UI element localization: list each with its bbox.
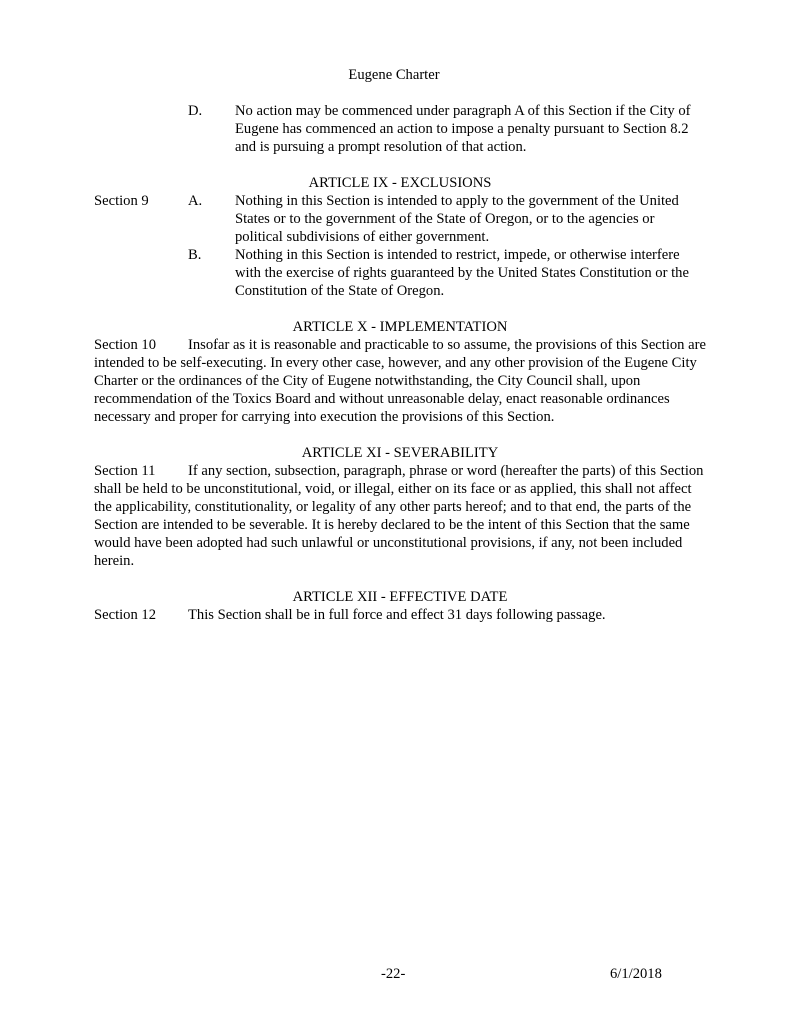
section-12-paragraph <box>94 606 706 624</box>
document-body <box>94 102 706 624</box>
section9-item-b <box>188 246 706 300</box>
item-letter: B. <box>188 247 202 263</box>
section-11-paragraph <box>94 462 706 570</box>
article-11-title: ARTICLE XI - SEVERABILITY <box>301 445 499 461</box>
section-12-text: This Section shall be in full force and effect 31 days following passage. <box>188 607 606 623</box>
section-9-label: Section 9 <box>94 193 149 209</box>
section-10-label: Section 10 <box>94 337 157 353</box>
item-text: Nothing in this Section is intended to restrict, impede, or otherwise interfere with the exercise of rights guaranteed by the United States Constitution or the Constitution of the State of Oregon. <box>235 247 689 299</box>
section-10-paragraph <box>94 336 706 426</box>
item-text: Nothing in this Section is intended to apply to the government of the United States or to the government of the State of Oregon, or to the agencies or political subdivisions of either government. <box>235 193 679 245</box>
footer-date: 6/1/2018 <box>610 966 662 982</box>
section-10-text: Insofar as it is reasonable and practicable to so assume, the provisions of this Section are intended to be self-executing. In every other case, however, and any other provision of the Eugene City Charter or the ordinances of the City of Eugene notwithstanding, the City Council shall, upon recommendation of the Toxics Board and without unreasonable delay, enact reasonable ordinances necessary and proper for carrying into execution the provisions of this Section. <box>94 337 706 425</box>
article-9-title: ARTICLE IX - EXCLUSIONS <box>308 175 492 191</box>
article-10-title: ARTICLE X - IMPLEMENTATION <box>292 319 508 335</box>
section9-item-a <box>94 192 706 246</box>
page-number: -22- <box>381 966 406 982</box>
item-text: No action may be commenced under paragraph A of this Section if the City of Eugene has commenced an action to impose a penalty pursuant to Section 8.2 and is pursuing a prompt resolution of that action. <box>235 103 691 155</box>
section8-item-d <box>188 102 706 156</box>
page-header: Eugene Charter <box>348 67 440 83</box>
section-11-text: If any section, subsection, paragraph, phrase or word (hereafter the parts) of this Section shall be held to be unconstitutional, void, or illegal, either on its face or as applied, this shall not affect the applicability, constitutionality, or legality of any other parts hereof; and to that end, the parts of the Section are intended to be severable. It is hereby declared to be the intent of this Section that the same would have been adopted had such unlawful or unconstitutional provisions, if any, not been included herein. <box>94 463 704 569</box>
section-12-label: Section 12 <box>94 607 157 623</box>
article-12-title: ARTICLE XII - EFFECTIVE DATE <box>292 589 508 605</box>
item-letter: D. <box>188 103 203 119</box>
section-11-label: Section 11 <box>94 463 156 479</box>
item-letter: A. <box>188 193 203 209</box>
